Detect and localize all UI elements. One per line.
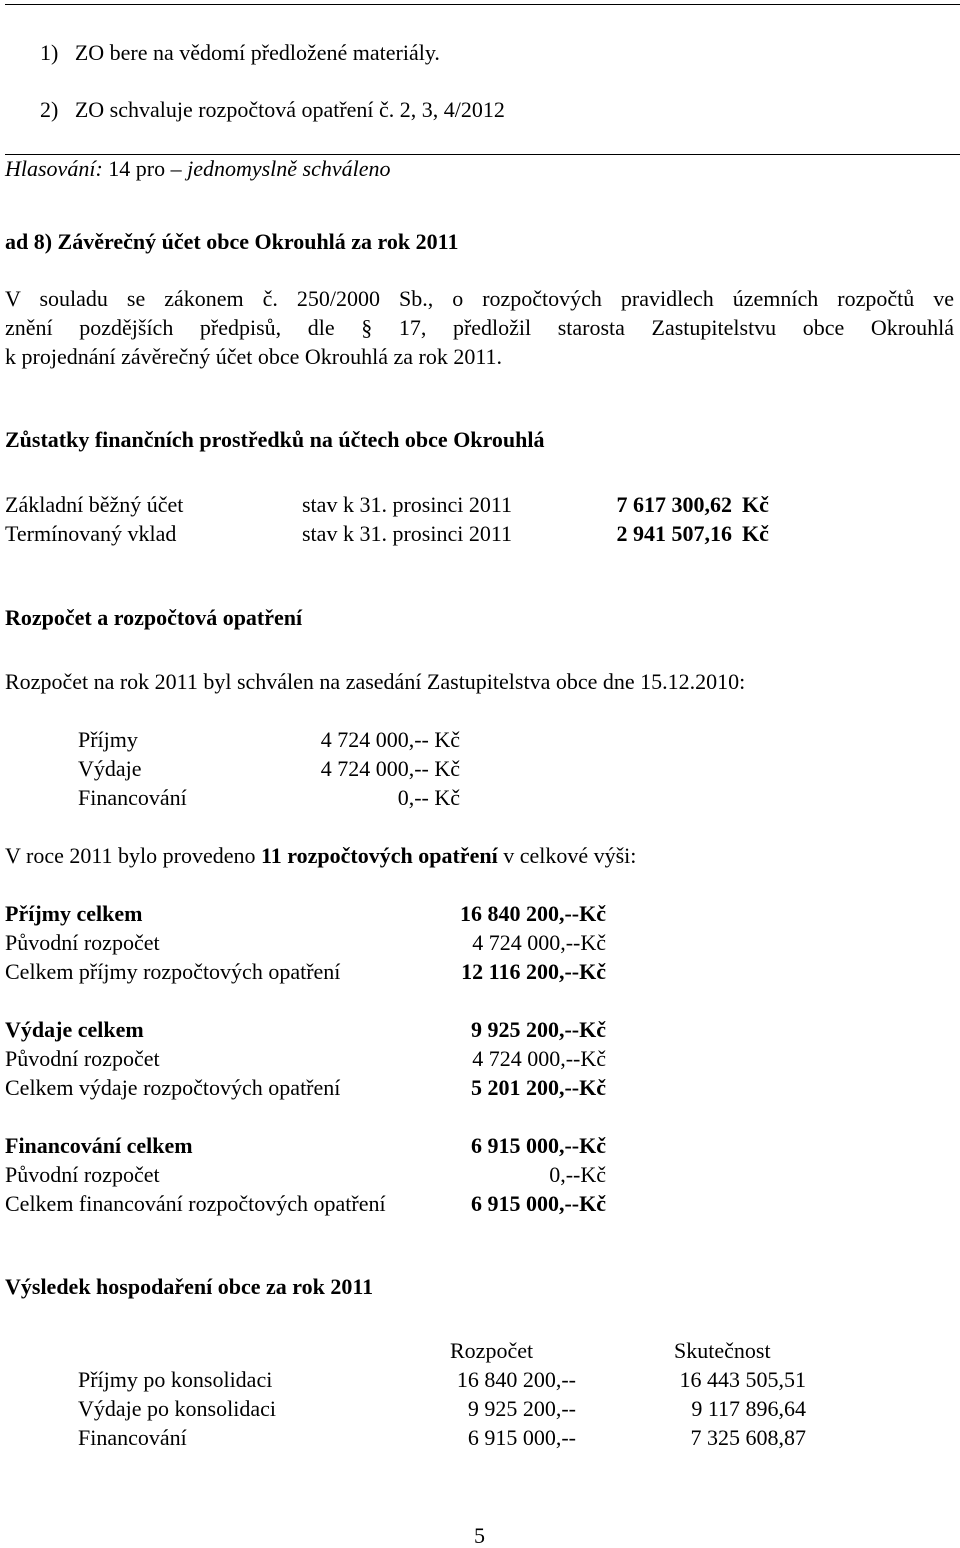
- totals-label: Výdaje celkem: [5, 1017, 144, 1042]
- resolution-2-number: 2): [40, 97, 59, 122]
- balances-heading: Zůstatky finančních prostředků na účtech obce Okrouhlá: [5, 427, 545, 452]
- resolution-1-number: 1): [40, 40, 59, 65]
- item8-para-line-1: V souladu se zákonem č. 250/2000 Sb., o rozpočtových pravidlech územních rozpočtů ve: [5, 286, 954, 311]
- totals-value: 6 915 000,--Kč: [470, 1133, 606, 1158]
- result-col-budget: Rozpočet: [450, 1338, 534, 1363]
- totals-value: 6 915 000,--Kč: [470, 1191, 606, 1216]
- budget-value: 4 724 000,-- Kč: [320, 756, 460, 781]
- totals-value: 4 724 000,--Kč: [472, 930, 606, 955]
- totals-label: Příjmy celkem: [5, 901, 143, 926]
- result-budget: 6 915 000,--: [467, 1425, 576, 1450]
- totals-value: 0,--Kč: [549, 1162, 606, 1187]
- vote-rule: [5, 154, 960, 155]
- totals-label: Financování celkem: [5, 1133, 193, 1158]
- result-budget: 16 840 200,--: [456, 1367, 576, 1392]
- resolution-1-text: ZO bere na vědomí předložené materiály.: [74, 40, 440, 65]
- totals-value: 4 724 000,--Kč: [472, 1046, 606, 1071]
- totals-value: 9 925 200,--Kč: [470, 1017, 606, 1042]
- page-number: 5: [474, 1523, 485, 1548]
- result-label: Příjmy po konsolidaci: [78, 1367, 273, 1392]
- top-rule: [5, 4, 960, 5]
- balance-amount: 2 941 507,16: [616, 521, 732, 546]
- result-label: Financování: [78, 1425, 187, 1450]
- item8-heading: ad 8) Závěrečný účet obce Okrouhlá za rok 2011: [5, 229, 459, 254]
- result-actual: 16 443 505,51: [679, 1367, 806, 1392]
- resolution-2: [40, 99, 505, 121]
- balance-currency: Kč: [742, 492, 769, 517]
- totals-label: Původní rozpočet: [5, 1162, 160, 1187]
- vote-result: jednomyslně schváleno: [187, 156, 391, 181]
- budget-label: Výdaje: [78, 756, 142, 781]
- balance-amount: 7 617 300,62: [616, 492, 732, 517]
- measures-line: [5, 845, 636, 867]
- balance-date: stav k 31. prosinci 2011: [302, 521, 512, 546]
- result-actual: 9 117 896,64: [691, 1396, 806, 1421]
- measures-post: v celkové výši:: [503, 843, 637, 868]
- budget-value: 4 724 000,-- Kč: [320, 727, 460, 752]
- vote-count: 14 pro: [108, 156, 166, 181]
- budget-intro: Rozpočet na rok 2011 byl schválen na zasedání Zastupitelstva obce dne 15.12.2010:: [5, 669, 746, 694]
- result-budget: 9 925 200,--: [467, 1396, 576, 1421]
- budget-label: Příjmy: [78, 727, 138, 752]
- balance-currency: Kč: [742, 521, 769, 546]
- result-col-actual: Skutečnost: [674, 1338, 771, 1363]
- budget-label: Financování: [78, 785, 187, 810]
- result-heading: Výsledek hospodaření obce za rok 2011: [5, 1274, 374, 1299]
- totals-label: Celkem příjmy rozpočtových opatření: [5, 959, 341, 984]
- vote-label: Hlasování:: [5, 156, 103, 181]
- balance-name: Termínovaný vklad: [5, 521, 177, 546]
- totals-value: 5 201 200,--Kč: [470, 1075, 606, 1100]
- vote-line: [5, 158, 391, 180]
- balance-date: stav k 31. prosinci 2011: [302, 492, 512, 517]
- measures-count: 11 rozpočtových opatření: [261, 843, 498, 868]
- result-actual: 7 325 608,87: [690, 1425, 806, 1450]
- budget-value: 0,-- Kč: [397, 785, 460, 810]
- item8-para-line-2: znění pozdějších předpisů, dle § 17, předložil starosta Zastupitelstvu obce Okrouhlá: [5, 315, 954, 340]
- totals-label: Celkem financování rozpočtových opatření: [5, 1191, 386, 1216]
- vote-dash: –: [170, 156, 182, 181]
- resolution-1: [40, 42, 440, 64]
- totals-value: 12 116 200,--Kč: [461, 959, 606, 984]
- totals-label: Původní rozpočet: [5, 1046, 160, 1071]
- totals-value: 16 840 200,--Kč: [459, 901, 606, 926]
- item8-para-line-3: k projednání závěrečný účet obce Okrouhlá za rok 2011.: [5, 344, 503, 369]
- measures-pre: V roce 2011 bylo provedeno: [5, 843, 256, 868]
- resolution-2-text: ZO schvaluje rozpočtová opatření č. 2, 3, 4/2012: [74, 97, 505, 122]
- totals-label: Celkem výdaje rozpočtových opatření: [5, 1075, 341, 1100]
- result-label: Výdaje po konsolidaci: [78, 1396, 276, 1421]
- totals-label: Původní rozpočet: [5, 930, 160, 955]
- budget-heading: Rozpočet a rozpočtová opatření: [5, 605, 303, 630]
- balance-name: Základní běžný účet: [5, 492, 184, 517]
